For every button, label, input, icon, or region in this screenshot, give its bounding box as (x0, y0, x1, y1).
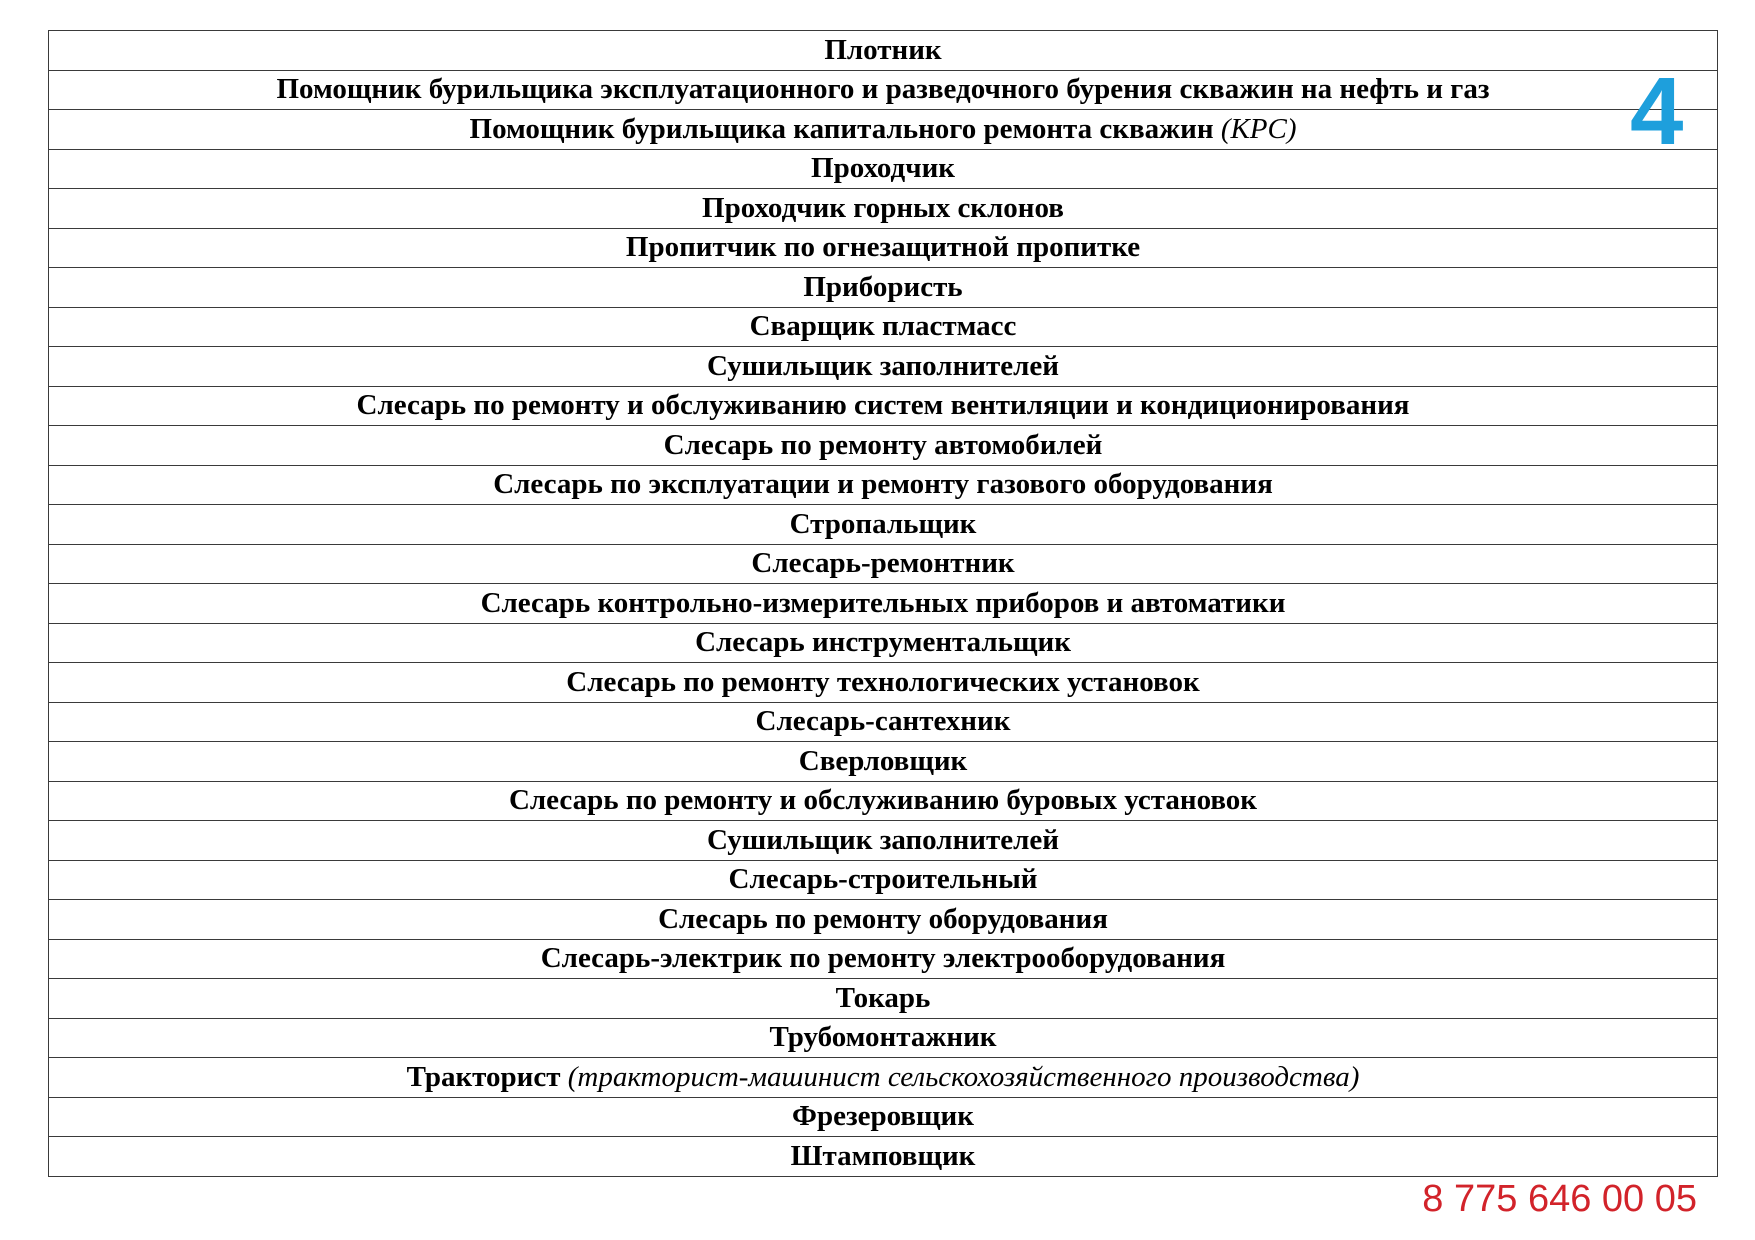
profession-cell (49, 1097, 1718, 1137)
profession-cell (49, 228, 1718, 268)
profession-title: Слесарь контрольно-измерительных приборов и автоматики (480, 586, 1286, 619)
profession-title: Сварщик пластмасс (749, 310, 1017, 343)
table-row (49, 1097, 1718, 1137)
profession-title: Сушильщик заполнителей (707, 349, 1059, 382)
table-row (49, 821, 1718, 861)
profession-cell (49, 1137, 1718, 1177)
profession-title: Сушильщик заполнителей (707, 823, 1059, 856)
profession-cell (49, 544, 1718, 584)
table-row (49, 426, 1718, 466)
table-row (49, 900, 1718, 940)
profession-note: (КРС) (1220, 112, 1297, 145)
profession-cell (49, 70, 1718, 110)
profession-title: Помощник бурильщика эксплуатационного и разведочного бурения скважин на нефть и газ (276, 73, 1490, 106)
profession-title: Слесарь-электрик по ремонту электрооборудования (540, 942, 1226, 975)
profession-title: Фрезеровщик (792, 1100, 974, 1133)
profession-cell (49, 386, 1718, 426)
table-row (49, 544, 1718, 584)
table-row (49, 228, 1718, 268)
profession-title: Штамповщик (790, 1139, 976, 1172)
table-row (49, 623, 1718, 663)
profession-title: Слесарь-сантехник (755, 705, 1011, 738)
profession-title: Слесарь по ремонту технологических установок (566, 665, 1200, 698)
table-row (49, 781, 1718, 821)
profession-cell (49, 742, 1718, 782)
profession-title: Проходчик горных склонов (702, 191, 1064, 224)
profession-cell (49, 347, 1718, 387)
profession-cell (49, 584, 1718, 624)
profession-cell (49, 426, 1718, 466)
profession-cell (49, 149, 1718, 189)
profession-title: Пропитчик по огнезащитной пропитке (625, 231, 1141, 264)
table-row (49, 1018, 1718, 1058)
table-row (49, 939, 1718, 979)
table-row (49, 979, 1718, 1019)
profession-title: Слесарь по ремонту оборудования (658, 902, 1108, 935)
profession-title: Слесарь-ремонтник (751, 547, 1015, 580)
table-row (49, 1137, 1718, 1177)
profession-title: Плотник (824, 33, 942, 66)
profession-cell (49, 31, 1718, 71)
table-row (49, 663, 1718, 703)
profession-cell (49, 307, 1718, 347)
profession-cell (49, 623, 1718, 663)
profession-cell (49, 860, 1718, 900)
profession-title: Слесарь инструментальщик (695, 626, 1071, 659)
profession-cell (49, 110, 1718, 150)
profession-title: Слесарь по ремонту и обслуживанию буровых установок (508, 784, 1258, 817)
table-row (49, 465, 1718, 505)
table-row (49, 110, 1718, 150)
professions-table (48, 30, 1718, 1177)
profession-cell (49, 505, 1718, 545)
profession-title: Тракторист (406, 1060, 561, 1093)
table-row (49, 268, 1718, 308)
table-row (49, 584, 1718, 624)
profession-cell (49, 1018, 1718, 1058)
table-row (49, 1058, 1718, 1098)
profession-title: Слесарь по ремонту автомобилей (663, 428, 1103, 461)
table-row (49, 742, 1718, 782)
table-row (49, 702, 1718, 742)
profession-cell (49, 189, 1718, 229)
profession-note: (тракторист-машинист сельскохозяйственного производства) (567, 1060, 1360, 1093)
table-row (49, 189, 1718, 229)
profession-cell (49, 900, 1718, 940)
profession-title: Токарь (835, 981, 931, 1014)
profession-cell (49, 781, 1718, 821)
profession-cell (49, 939, 1718, 979)
page-number: 4 (1630, 58, 1684, 165)
table-row (49, 860, 1718, 900)
profession-cell (49, 663, 1718, 703)
profession-title: Проходчик (811, 152, 955, 185)
profession-title: Трубомонтажник (769, 1021, 997, 1054)
profession-cell (49, 465, 1718, 505)
profession-title: Помощник бурильщика капитального ремонта скважин (469, 112, 1214, 145)
table-row (49, 386, 1718, 426)
profession-title: Стропальщик (789, 507, 977, 540)
table-row (49, 505, 1718, 545)
table-row (49, 31, 1718, 71)
professions-table-body (49, 31, 1718, 1177)
profession-cell (49, 702, 1718, 742)
table-row (49, 347, 1718, 387)
profession-title: Слесарь по эксплуатации и ремонту газового оборудования (493, 468, 1273, 501)
profession-cell (49, 1058, 1718, 1098)
profession-title: Слесарь по ремонту и обслуживанию систем вентиляции и кондиционирования (356, 389, 1410, 422)
profession-title: Слесарь-строительный (728, 863, 1038, 896)
profession-cell (49, 821, 1718, 861)
table-row (49, 149, 1718, 189)
profession-title: Прибористь (803, 270, 963, 303)
table-row (49, 70, 1718, 110)
profession-title: Сверловщик (798, 744, 968, 777)
table-row (49, 307, 1718, 347)
profession-cell (49, 268, 1718, 308)
profession-cell (49, 979, 1718, 1019)
phone-number: 8 775 646 00 05 (1422, 1178, 1697, 1220)
